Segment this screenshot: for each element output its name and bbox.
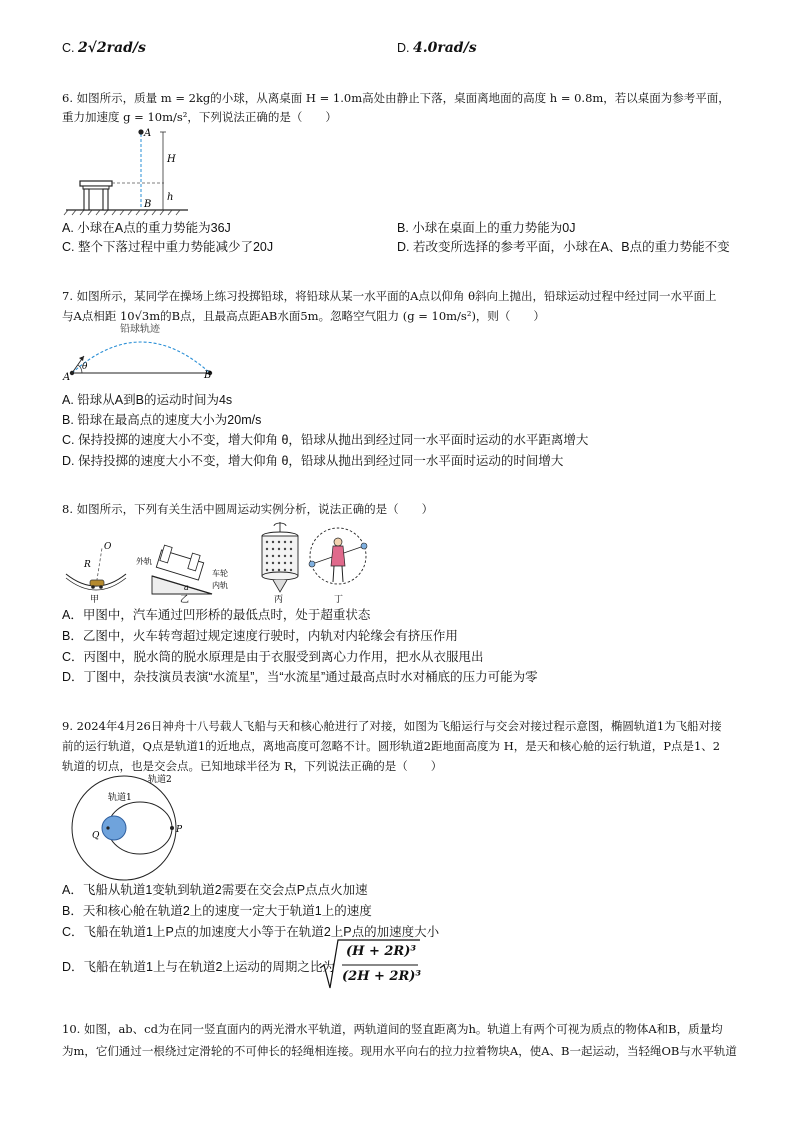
q9-stem-line3: 轨道的切点，也是交会点。已知地球半径为 R，下列说法正确的是（ ） — [62, 759, 443, 773]
q8-label-r: R — [84, 560, 91, 570]
q6-label-a: A — [144, 128, 152, 139]
q8-caption-yi: 乙 — [180, 595, 190, 605]
q5-option-d-label: D. — [397, 41, 410, 55]
q6-option-c: C. 整个下落过程中重力势能减少了20J — [62, 240, 274, 254]
q7-stem-line1: 7. 如图所示，某同学在操场上练习投掷铅球，将铅球从某一水平面的A点以仰角 θ斜向上抛出，铅球运动过程中经过同一水平面上 — [62, 289, 717, 303]
q8-label-o: O — [104, 542, 112, 552]
q9-label-orbit1: 轨道1 — [108, 793, 132, 803]
q6-ball — [138, 129, 143, 134]
q6-label-h-big: H — [167, 154, 176, 165]
q9-label-orbit2: 轨道2 — [148, 775, 172, 785]
q7-option-a: A. 铅球从A到B的运动时间为4s — [62, 393, 233, 407]
q6-option-a: A. 小球在A点的重力势能为36J — [62, 221, 231, 235]
q8-label-inner-rail: 内轨 — [212, 581, 228, 590]
q7-label-b: B — [204, 370, 212, 381]
q10-stem-line1: 10. 如图，ab、cd为在同一竖直面内的两光滑水平轨道，两轨道间的竖直距离为h。轨道上有两个可视为质点的物体A和B，质量均 — [62, 1022, 723, 1036]
q6-table — [80, 181, 112, 210]
q6-label-h-small: h — [167, 192, 174, 203]
q8-option-d: D．丁图中，杂技演员表演“水流星”，当“水流星”通过最高点时水对桶底的压力可能为零 — [62, 670, 538, 684]
q9-figure — [62, 774, 192, 882]
q5-option-d — [397, 38, 477, 58]
q8-fig-ding — [309, 528, 367, 605]
q6-label-b: B — [144, 199, 152, 210]
q9-option-a: A．飞船从轨道1变轨到轨道2需要在交会点P点点火加速 — [62, 883, 368, 897]
q8-label-a: a — [184, 583, 189, 592]
q6-figure — [62, 124, 192, 216]
q9-option-d: D．飞船在轨道1上与在轨道2上运动的周期之比为 — [62, 960, 335, 974]
q10-stem-line2: 为m，它们通过一根绕过定滑轮的不可伸长的轻绳相连接。现用水平向右的拉力拉着物块A，使A、B一起运动，当轻绳OB与水平轨道 — [62, 1044, 737, 1058]
q5-option-c-value: 2√2rad/s — [77, 40, 146, 56]
q5-option-c-label: C. — [62, 41, 75, 55]
q7-trajectory-label: 铅球轨迹 — [120, 324, 160, 335]
q9-option-d-denominator: (2H + 2R)³ — [342, 969, 422, 984]
q8-caption-bing: 丙 — [274, 595, 284, 605]
q7-option-b: B. 铅球在最高点的速度大小为20m/s — [62, 413, 262, 427]
q6-option-b: B. 小球在桌面上的重力势能为0J — [397, 221, 576, 235]
q8-fig-bing — [262, 522, 298, 605]
q8-option-a: A．甲图中，汽车通过凹形桥的最低点时，处于超重状态 — [62, 608, 371, 622]
q8-option-b: B．乙图中，火车转弯超过规定速度行驶时，内轨对内轮缘会有挤压作用 — [62, 629, 458, 643]
q9-label-q: Q — [92, 831, 100, 841]
q7-stem-line2: 与A点相距 10√3m的B点，且最高点距AB水面5m。忽略空气阻力 (g = 10m/s²)，则（ ） — [62, 309, 545, 323]
q7-option-c: C. 保持投掷的速度大小不变，增大仰角 θ，铅球从抛出到经过同一水平面时运动的水平距离增大 — [62, 433, 589, 447]
q8-caption-ding: 丁 — [334, 595, 344, 605]
q6-stem-line1: 6. 如图所示，质量 m = 2kg的小球，从离桌面 H = 1.0m高处由静止下落，桌面离地面的高度 h = 0.8m，若以桌面为参考平面， — [62, 91, 730, 105]
q7-label-a: A — [63, 372, 71, 383]
q5-option-d-value: 4.0rad/s — [412, 40, 477, 56]
q5-option-c — [62, 38, 146, 58]
q9-label-p: P — [176, 825, 183, 835]
q8-fig-jia — [66, 542, 126, 605]
q7-option-d: D. 保持投掷的速度大小不变，增大仰角 θ，铅球从抛出到经过同一水平面时运动的时间增大 — [62, 454, 564, 468]
q7-figure — [62, 326, 222, 382]
q9-stem-line2: 前的运行轨道，Q点是轨道1的近地点，离地高度可忽略不计。圆形轨道2距地面高度为 H，是天和核心舱的运行轨道，P点是1、2 — [62, 739, 721, 753]
q8-fig-yi — [136, 545, 228, 605]
q8-caption-jia: 甲 — [90, 595, 100, 605]
q7-label-theta: θ — [82, 362, 88, 372]
q8-stem: 8. 如图所示，下列有关生活中圆周运动实例分析，说法正确的是（ ） — [62, 502, 434, 516]
q9-option-c: C．飞船在轨道1上P点的加速度大小等于在轨道2上P点的加速度大小 — [62, 925, 440, 939]
q9-stem-line1: 9. 2024年4月26日神舟十八号载人飞船与天和核心舱进行了对接，如图为飞船运行与交会对接过程示意图，椭圆轨道1为飞船对接 — [62, 719, 722, 733]
q6-stem-line2: 重力加速度 g = 10m/s²，下列说法正确的是（ ） — [62, 110, 337, 124]
q9-option-d-numerator: (H + 2R)³ — [346, 944, 417, 959]
q8-option-c: C．丙图中，脱水筒的脱水原理是由于衣服受到离心力作用，把水从衣服甩出 — [62, 650, 484, 664]
q6-option-d: D. 若改变所选择的参考平面，小球在A、B点的重力势能不变 — [397, 240, 730, 254]
q8-figure — [62, 522, 382, 606]
q8-label-outer-rail: 外轨 — [136, 557, 152, 566]
q9-option-b: B．天和核心舱在轨道2上的速度一定大于轨道1上的速度 — [62, 904, 372, 918]
q8-label-wheel: 车轮 — [212, 569, 228, 578]
